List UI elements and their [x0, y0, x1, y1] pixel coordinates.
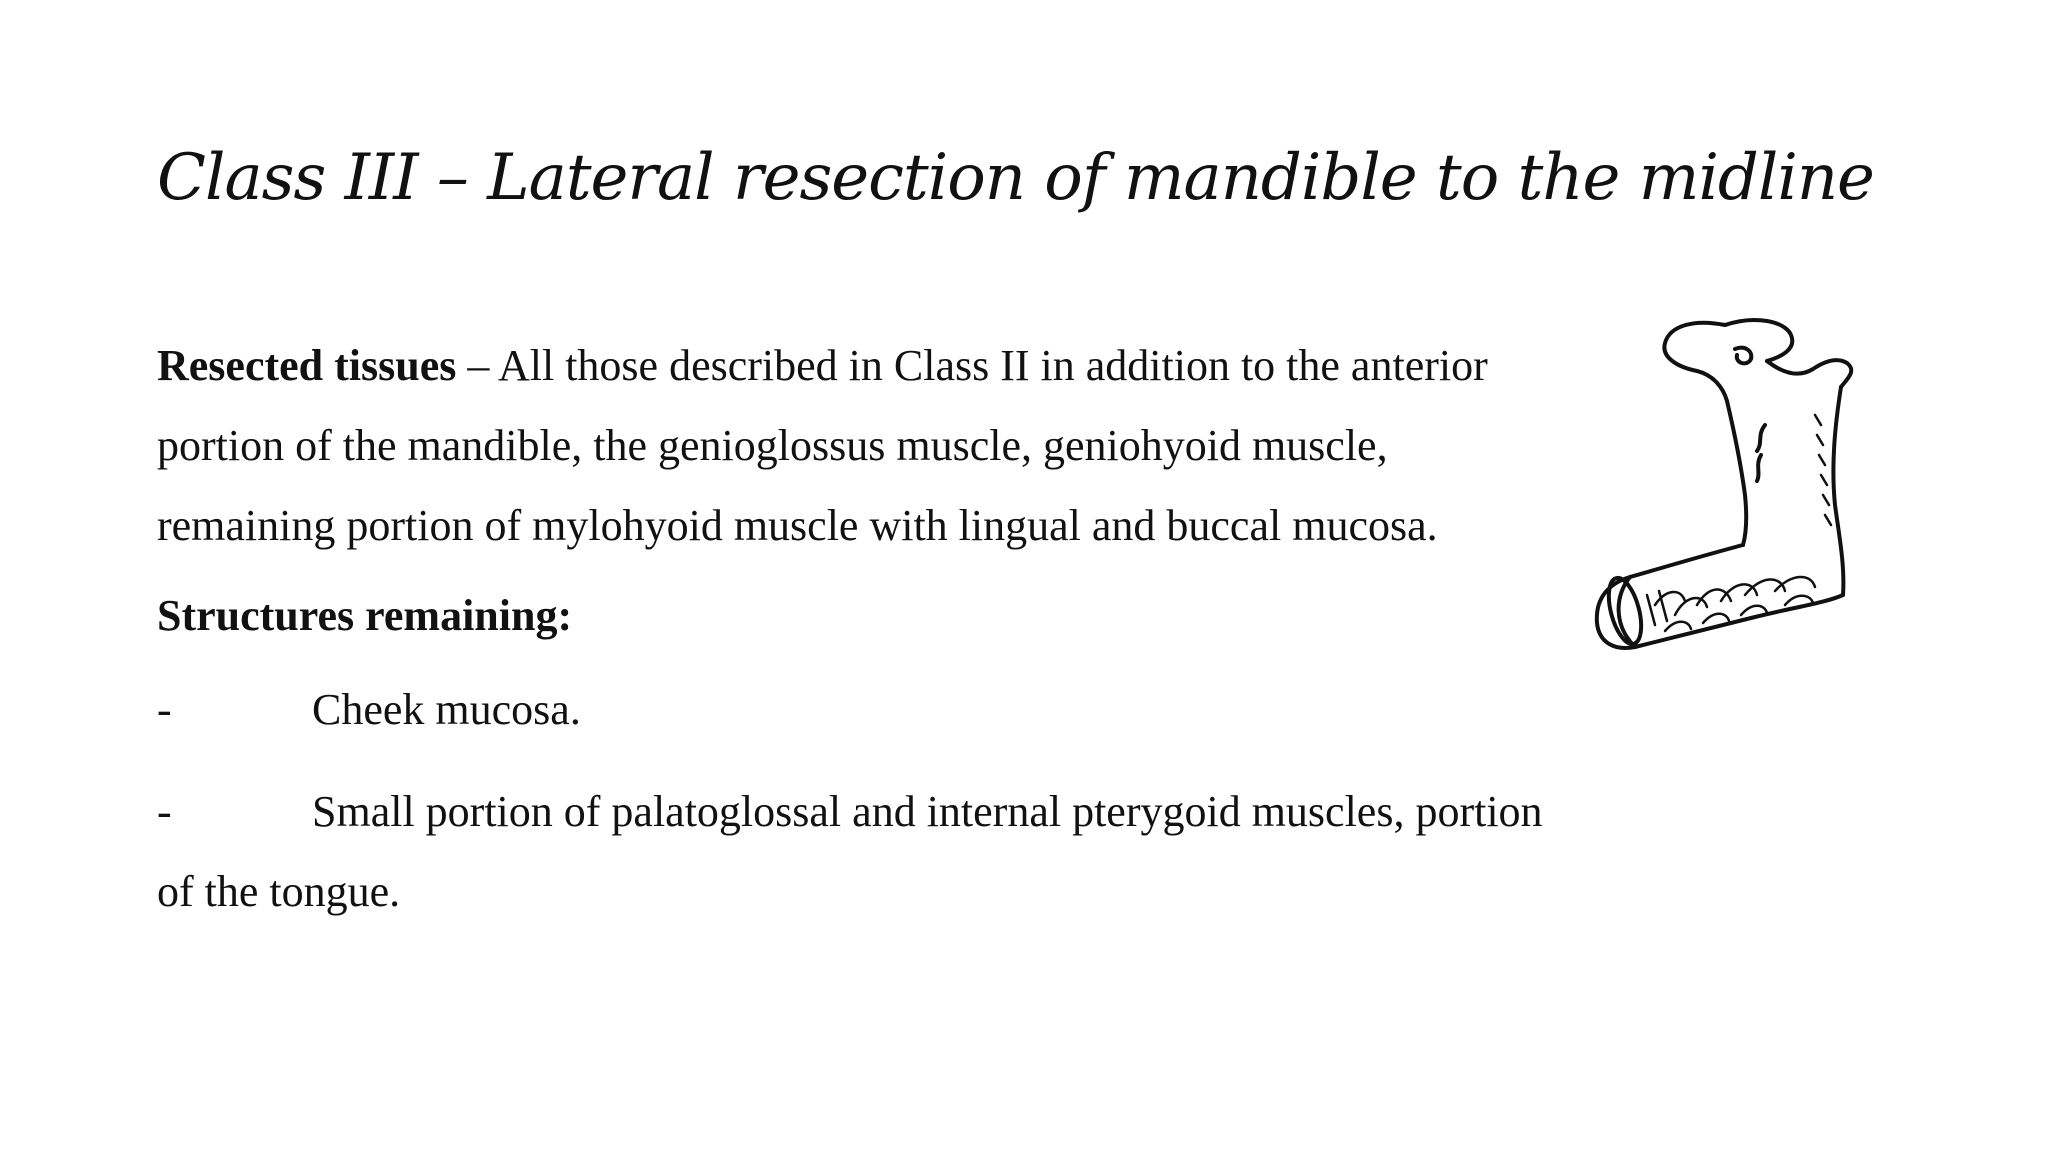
resected-tissues-text: – All those described in Class II in addition to the anterior portion of the mandible, the genioglossus muscle, geniohyoid muscle, remaining portion of mylohyoid muscle with lingual and buccal mucosa. [157, 341, 1488, 550]
structures-remaining-heading: Structures remaining: [157, 591, 573, 640]
bullet-text: Small portion of palatoglossal and internal pterygoid muscles, portion of the tongue. [157, 787, 1543, 916]
resected-tissues-label: Resected tissues [157, 341, 457, 390]
slide-title: Class III – Lateral resection of mandible to the midline [157, 141, 1874, 215]
bullet-item [157, 772, 1557, 932]
bullet-text: Cheek mucosa. [312, 685, 581, 734]
bullet-marker: - [157, 787, 172, 836]
resected-tissues-paragraph [157, 326, 1557, 566]
slide-body [157, 326, 1557, 932]
bullet-item [157, 670, 1557, 750]
bullet-marker: - [157, 685, 172, 734]
mandible-illustration-icon [1585, 305, 1945, 725]
